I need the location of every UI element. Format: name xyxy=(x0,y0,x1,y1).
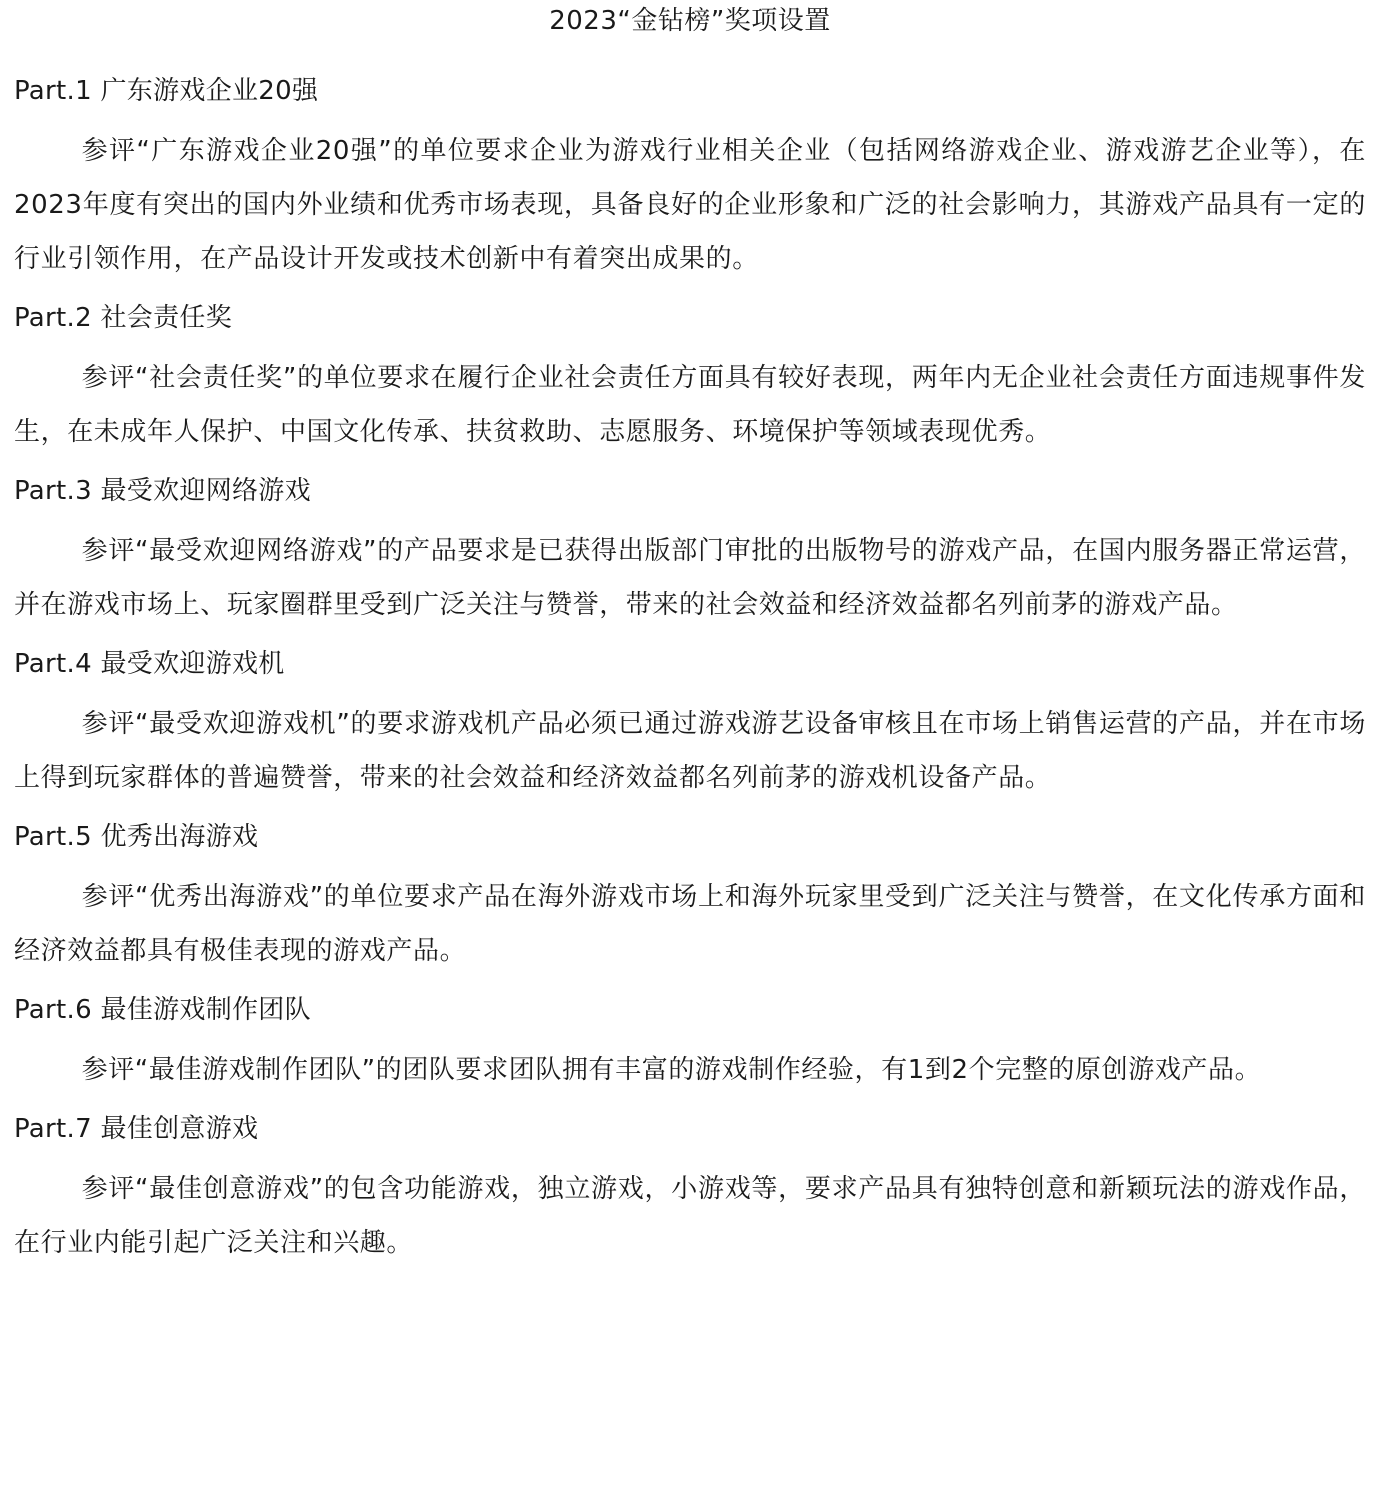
part-body: 参评“最佳创意游戏”的包含功能游戏，独立游戏，小游戏等，要求产品具有独特创意和新颖玩法的游戏作品，在行业内能引起广泛关注和兴趣。 xyxy=(14,1174,1366,1258)
spacer xyxy=(14,632,1366,646)
part-heading: Part.5 优秀出海游戏 xyxy=(14,822,259,852)
part-5 xyxy=(14,819,1366,978)
spacer xyxy=(14,1147,1366,1162)
part-heading: Part.4 最受欢迎游戏机 xyxy=(14,649,285,679)
spacer xyxy=(14,805,1366,819)
document-title: 2023“金钻榜”奖项设置 xyxy=(549,6,831,36)
part-heading: Part.7 最佳创意游戏 xyxy=(14,1114,259,1144)
spacer xyxy=(14,286,1366,300)
spacer xyxy=(14,109,1366,124)
spacer xyxy=(14,1028,1366,1043)
part-heading: Part.2 社会责任奖 xyxy=(14,303,232,333)
spacer xyxy=(14,459,1366,473)
part-body: 参评“最受欢迎游戏机”的要求游戏机产品必须已通过游戏游艺设备审核且在市场上销售运营的产品，并在市场上得到玩家群体的普遍赞誉，带来的社会效益和经济效益都名列前茅的游戏机设备产品。 xyxy=(14,709,1366,793)
part-heading: Part.6 最佳游戏制作团队 xyxy=(14,995,311,1025)
part-body: 参评“最佳游戏制作团队”的团队要求团队拥有丰富的游戏制作经验，有1到2个完整的原创游戏产品。 xyxy=(81,1055,1262,1085)
part-6 xyxy=(14,992,1366,1097)
spacer xyxy=(14,855,1366,870)
spacer xyxy=(14,1097,1366,1111)
part-2 xyxy=(14,300,1366,459)
part-body: 参评“社会责任奖”的单位要求在履行企业社会责任方面具有较好表现，两年内无企业社会责任方面违规事件发生，在未成年人保护、中国文化传承、扶贫救助、志愿服务、环境保护等领域表现优秀。 xyxy=(14,363,1366,447)
part-3 xyxy=(14,473,1366,632)
part-7 xyxy=(14,1111,1366,1270)
part-1 xyxy=(14,73,1366,286)
part-body: 参评“广东游戏企业20强”的单位要求企业为游戏行业相关企业（包括网络游戏企业、游戏游艺企业等），在2023年度有突出的国内外业绩和优秀市场表现，具备良好的企业形象和广泛的社会影响力，其游戏产品具有一定的行业引领作用，在产品设计开发或技术创新中有着突出成果的。 xyxy=(14,136,1366,274)
spacer xyxy=(14,978,1366,992)
spacer xyxy=(14,682,1366,697)
spacer xyxy=(14,41,1366,73)
spacer xyxy=(14,336,1366,351)
part-body: 参评“优秀出海游戏”的单位要求产品在海外游戏市场上和海外玩家里受到广泛关注与赞誉，在文化传承方面和经济效益都具有极佳表现的游戏产品。 xyxy=(14,882,1366,966)
part-4 xyxy=(14,646,1366,805)
spacer xyxy=(14,509,1366,524)
part-body: 参评“最受欢迎网络游戏”的产品要求是已获得出版部门审批的出版物号的游戏产品，在国内服务器正常运营，并在游戏市场上、玩家圈群里受到广泛关注与赞誉，带来的社会效益和经济效益都名列前茅的游戏产品。 xyxy=(14,536,1366,620)
part-heading: Part.1 广东游戏企业20强 xyxy=(14,76,319,106)
part-heading: Part.3 最受欢迎网络游戏 xyxy=(14,476,311,506)
